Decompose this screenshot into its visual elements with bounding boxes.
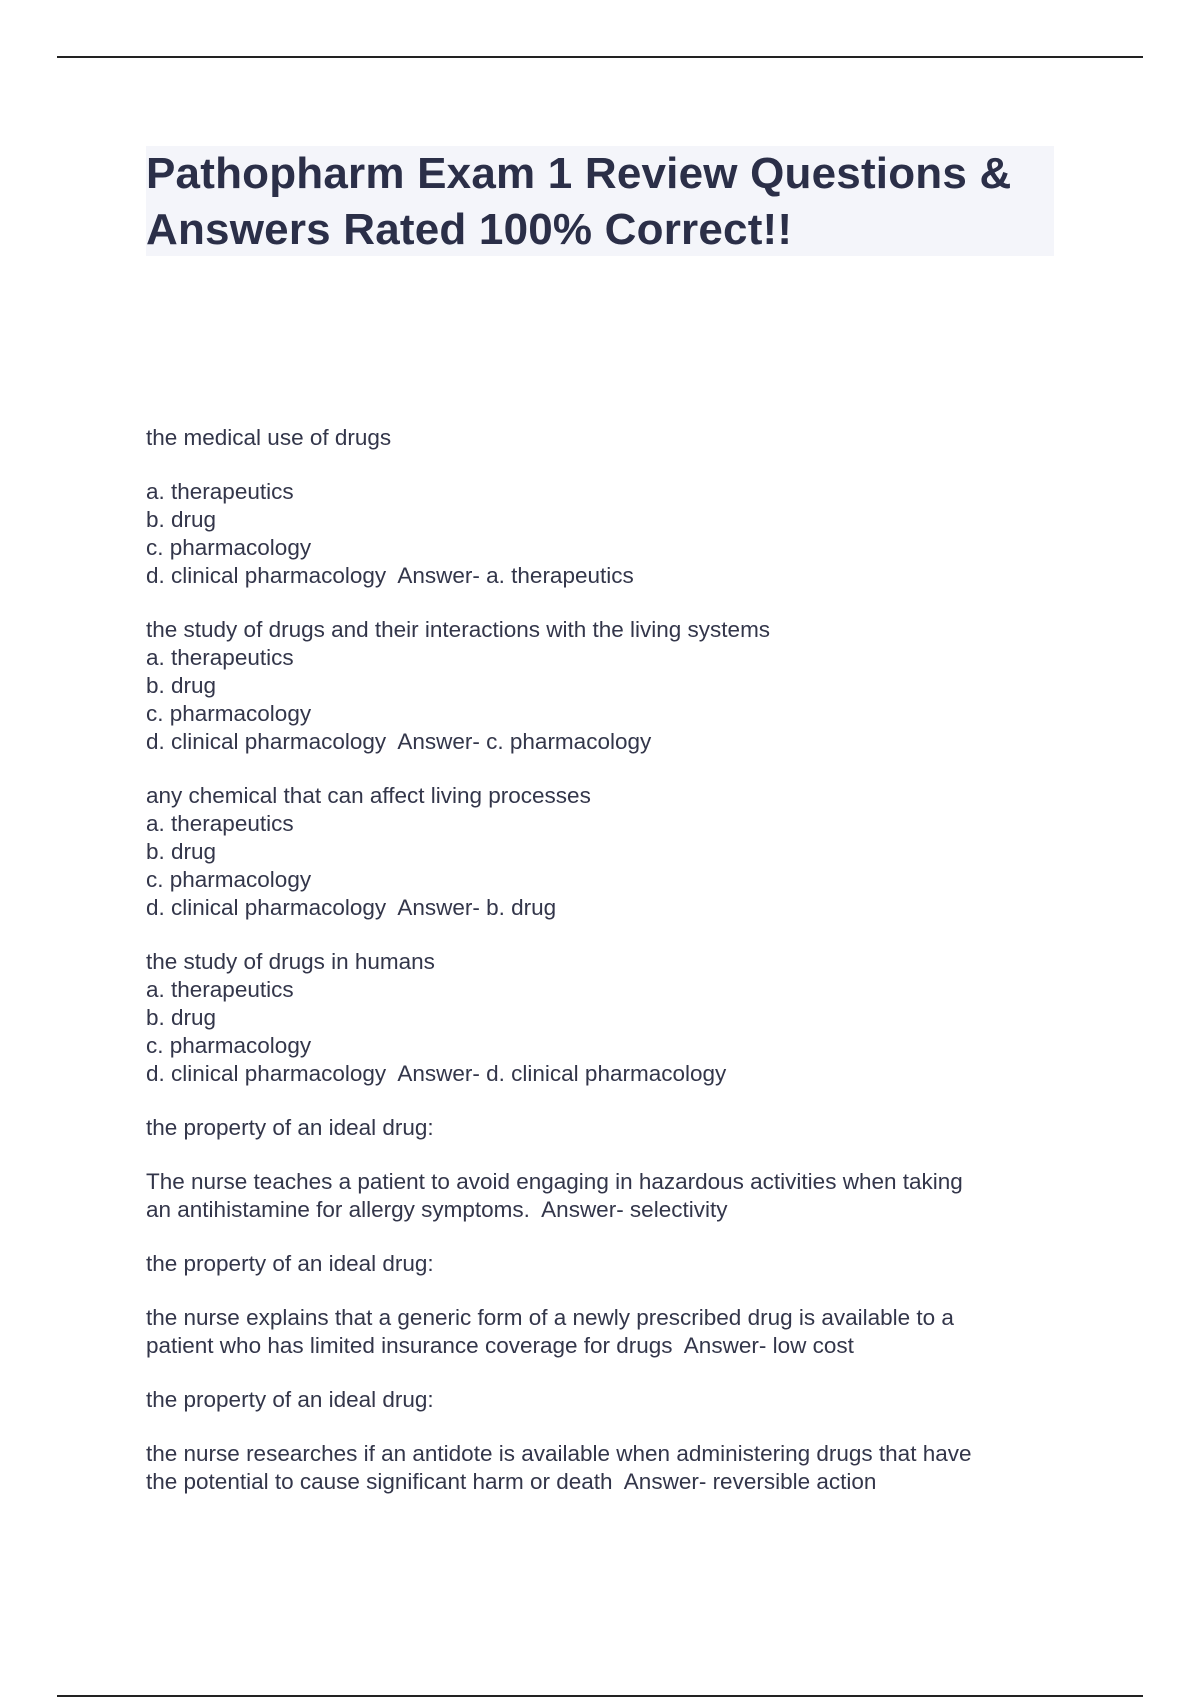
answer-option: c. pharmacology [146,867,312,892]
answer-option: b. drug [146,507,217,532]
answer-option: c. pharmacology [146,701,312,726]
question-block [146,424,1066,590]
answer-option: d. clinical pharmacology Answer- a. therapeutics [146,563,634,588]
answer-option: d. clinical pharmacology Answer- d. clinical pharmacology [146,1061,727,1086]
question-block [146,1250,1066,1360]
scenario-text: an antihistamine for allergy symptoms. Answer- selectivity [146,1197,728,1222]
question-block [146,782,1066,922]
question-block [146,948,1066,1088]
answer-option: c. pharmacology [146,1033,312,1058]
answer-option: d. clinical pharmacology Answer- b. drug [146,895,557,920]
question-block [146,1114,1066,1224]
scenario-text: the nurse researches if an antidote is available when administering drugs that have [146,1441,972,1466]
question-prompt: the property of an ideal drug: [146,1387,434,1412]
answer-option: b. drug [146,673,217,698]
answer-option: a. therapeutics [146,645,294,670]
answer-option: a. therapeutics [146,811,294,836]
footer-rule [57,1695,1143,1697]
scenario-text: the nurse explains that a generic form of a newly prescribed drug is available to a [146,1305,954,1330]
answer-option: d. clinical pharmacology Answer- c. pharmacology [146,729,652,754]
question-prompt: any chemical that can affect living processes [146,783,591,808]
question-block [146,1386,1066,1496]
scenario-text: the potential to cause significant harm or death Answer- reversible action [146,1469,877,1494]
question-prompt: the medical use of drugs [146,425,392,450]
answer-option: b. drug [146,839,217,864]
answer-option: b. drug [146,1005,217,1030]
scenario-text: patient who has limited insurance coverage for drugs Answer- low cost [146,1333,854,1358]
document-body [146,424,1066,1496]
answer-option: a. therapeutics [146,479,294,504]
question-prompt: the study of drugs in humans [146,949,435,974]
document-title: Pathopharm Exam 1 Review Questions & Answers Rated 100% Correct!! [146,149,1012,254]
question-prompt: the property of an ideal drug: [146,1251,434,1276]
scenario-text: The nurse teaches a patient to avoid engaging in hazardous activities when taking [146,1169,963,1194]
answer-option: a. therapeutics [146,977,294,1002]
answer-option: c. pharmacology [146,535,312,560]
header-rule [57,56,1143,58]
question-prompt: the property of an ideal drug: [146,1115,434,1140]
question-prompt: the study of drugs and their interactions with the living systems [146,617,771,642]
question-block [146,616,1066,756]
